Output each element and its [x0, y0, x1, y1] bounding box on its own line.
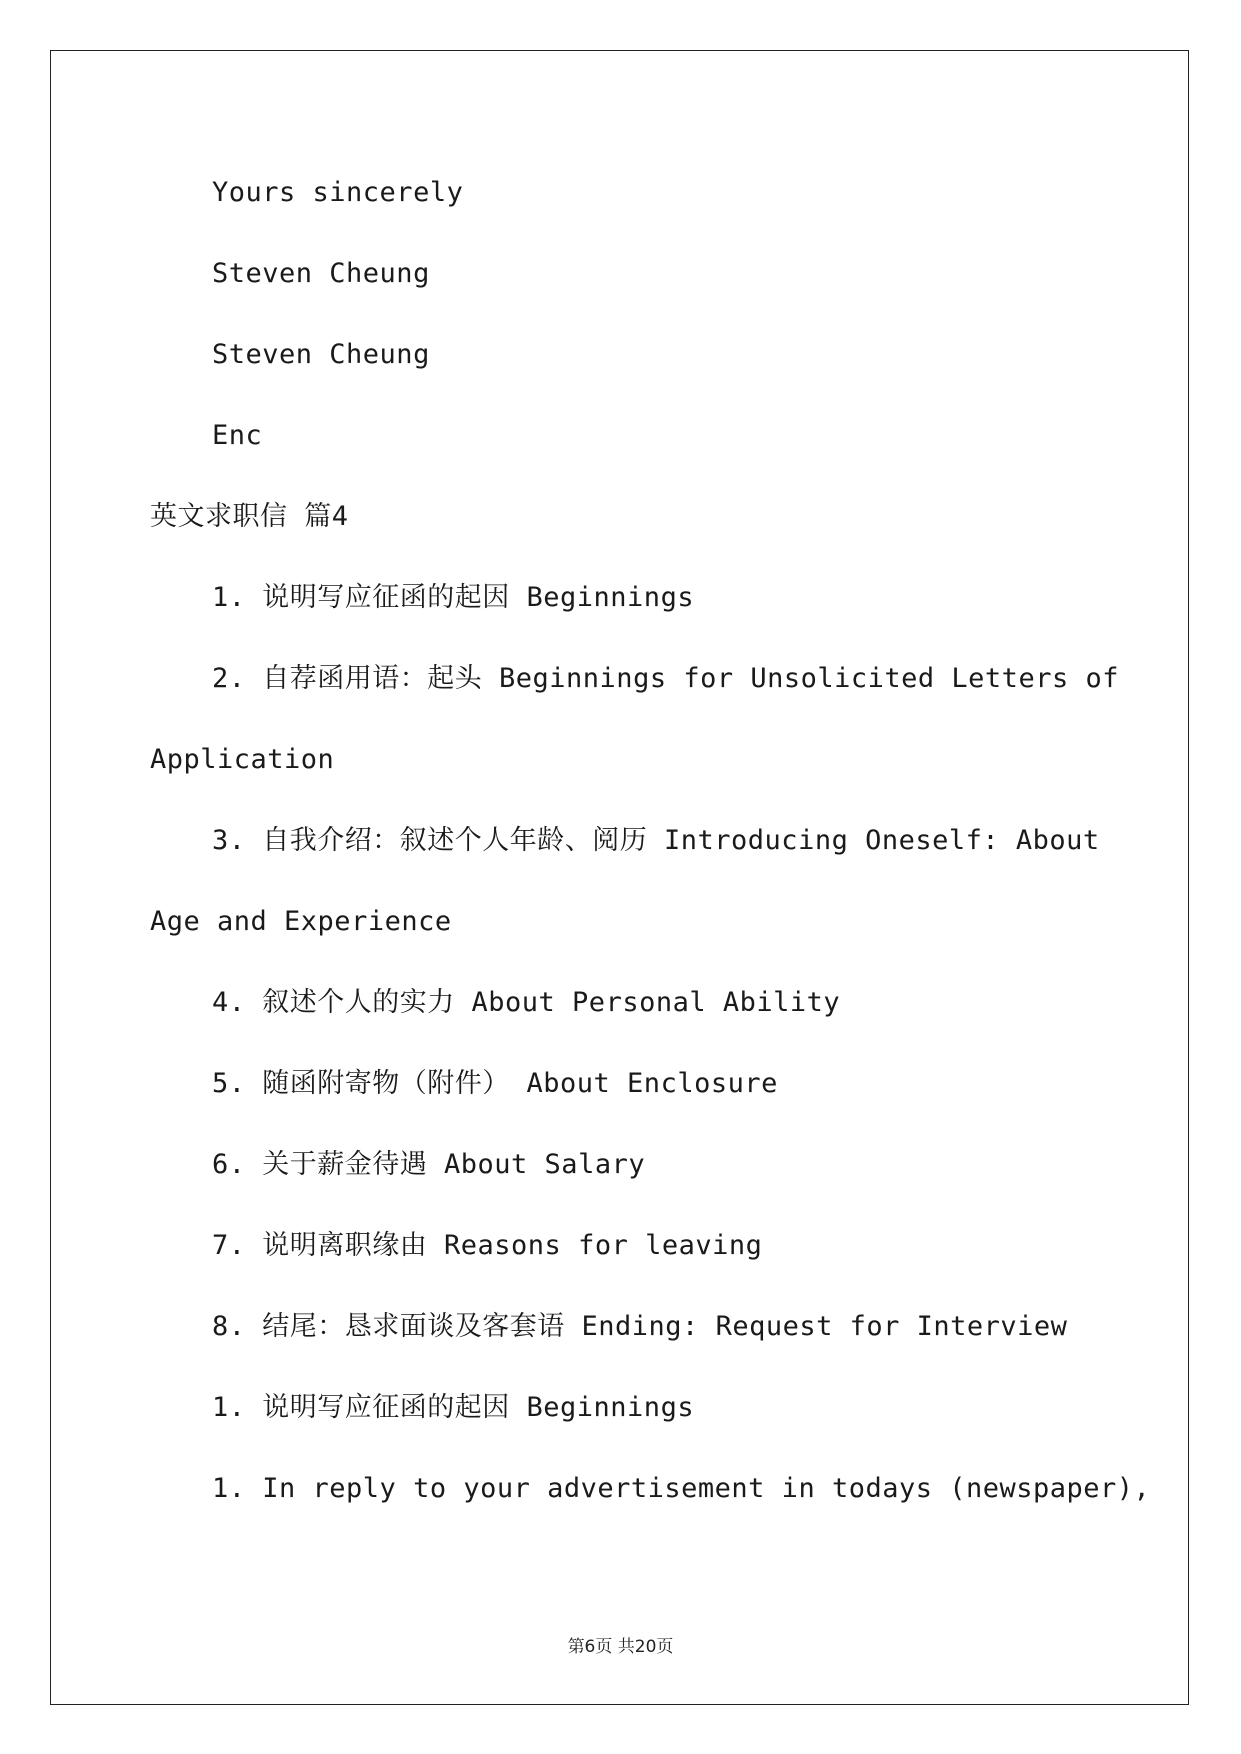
outline-item-8: 8. 结尾：恳求面谈及客套语 Ending: Request for Interview [212, 1311, 1068, 1342]
section-heading: 英文求职信 篇4 [150, 501, 349, 532]
printed-name: Steven Cheung [212, 339, 430, 370]
page-number-footer: 第6页 共20页 [567, 1637, 674, 1657]
outline-item-2-continued: Application [150, 744, 335, 775]
outline-item-1: 1. 说明写应征函的起因 Beginnings [212, 582, 695, 613]
enclosure-note: Enc [212, 420, 263, 451]
outline-item-3: 3. 自我介绍：叙述个人年龄、阅历 Introducing Oneself: About [212, 825, 1100, 856]
outline-item-7: 7. 说明离职缘由 Reasons for leaving [212, 1230, 763, 1261]
outline-item-2: 2. 自荐函用语：起头 Beginnings for Unsolicited Letters of [212, 663, 1119, 694]
page-border [50, 50, 1189, 1705]
outline-item-3-continued: Age and Experience [150, 906, 452, 937]
outline-item-6: 6. 关于薪金待遇 About Salary [212, 1149, 646, 1180]
outline-item-4: 4. 叙述个人的实力 About Personal Ability [212, 987, 841, 1018]
outline-item-5: 5. 随函附寄物（附件） About Enclosure [212, 1068, 778, 1099]
closing-salutation: Yours sincerely [212, 177, 464, 208]
signature-name: Steven Cheung [212, 258, 430, 289]
subsection-heading: 1. 说明写应征函的起因 Beginnings [212, 1392, 695, 1423]
subsection-first-line: 1. In reply to your advertisement in todays (newspaper), [212, 1473, 1151, 1504]
